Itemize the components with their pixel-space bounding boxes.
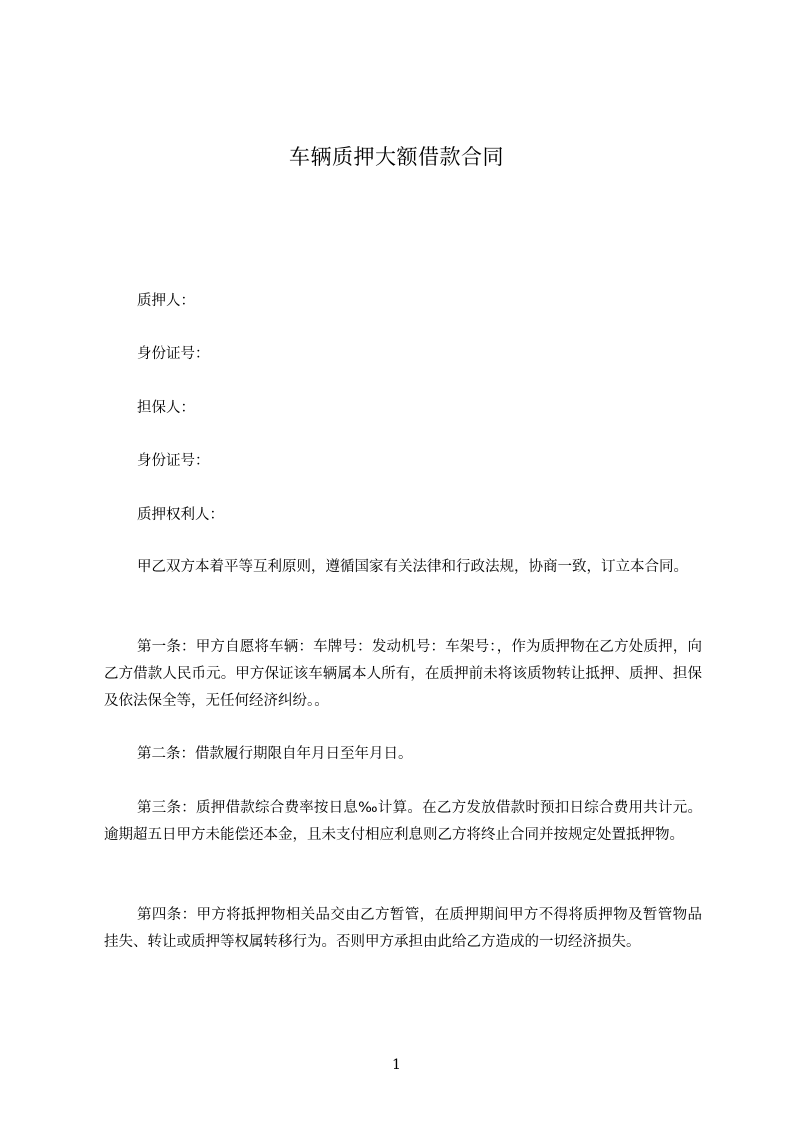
pledgee-field: 质押权利人：: [137, 507, 224, 523]
page-number: 1: [392, 1057, 401, 1073]
article-3-paragraph: 第三条：质押借款综合费率按日息‰计算。在乙方发放借款时预扣日综合费用共计元。逾期超五日甲方未能偿还本金，且未支付相应利息则乙方将终止合同并按规定处置抵押物。: [104, 800, 702, 843]
article-2-paragraph: 第二条：借款履行期限自年月日至年月日。: [137, 746, 413, 762]
guarantor-id-field: 身份证号：: [137, 453, 210, 469]
guarantor-field: 担保人：: [137, 400, 195, 416]
document-title: 车辆质押大额借款合同: [289, 145, 504, 169]
pledgor-id-field: 身份证号：: [137, 346, 210, 362]
preamble-paragraph: 甲乙双方本着平等互利原则，遵循国家有关法律和行政法规，协商一致，订立本合同。: [137, 559, 688, 575]
article-1-paragraph: 第一条：甲方自愿将车辆：车牌号：发动机号：车架号：，作为质押物在乙方处质押，向乙方借款人民币元。甲方保证该车辆属本人所有，在质押前未将该质物转让抵押、质押、担保及依法保全等，无任何经济纠纷。。: [104, 639, 702, 709]
pledgor-field: 质押人：: [137, 293, 195, 309]
article-4-paragraph: 第四条：甲方将抵押物相关品交由乙方暂管，在质押期间甲方不得将质押物及暂管物品挂失、转让或质押等权属转移行为。否则甲方承担由此给乙方造成的一切经济损失。: [104, 907, 702, 950]
